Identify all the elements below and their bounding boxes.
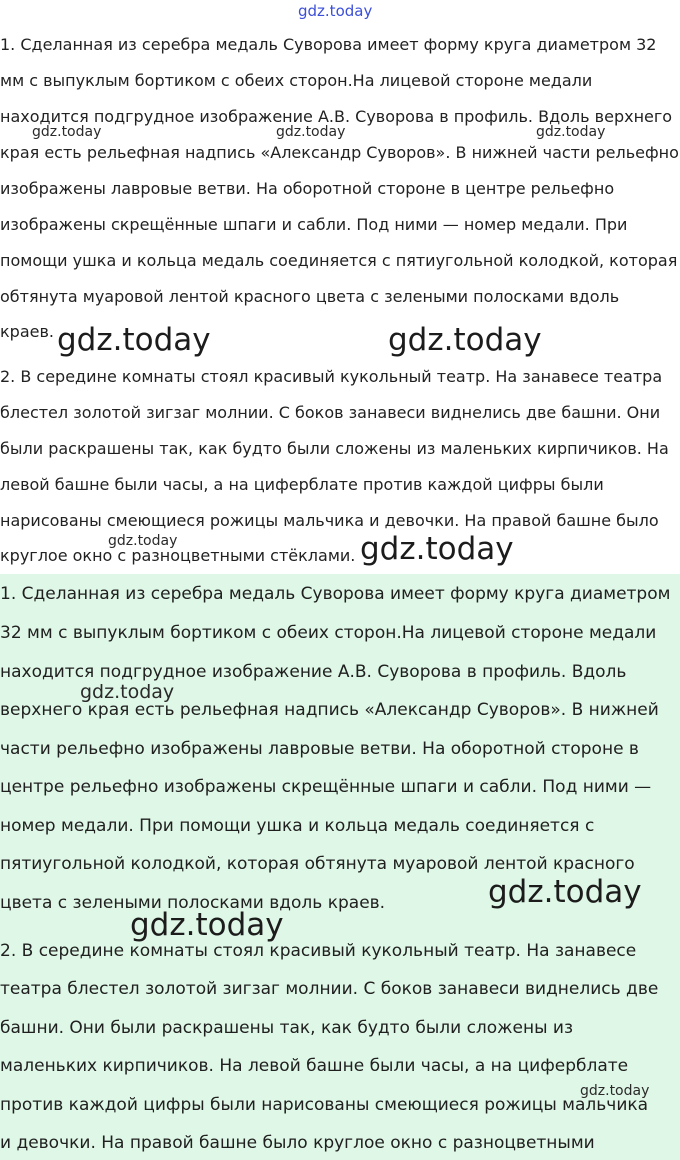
text-line: и девочки. На правой башне было круглое окно с разноцветными xyxy=(0,1133,595,1153)
text-line: башни. Они были раскрашены так, как будто были сложены из xyxy=(0,1018,573,1038)
watermark: gdz.today xyxy=(488,874,642,910)
watermark: gdz.today xyxy=(388,322,542,358)
text-line: 1. Сделанная из серебра медаль Суворова имеет форму круга диаметром xyxy=(0,584,671,604)
text-line: пятиугольной колодкой, которая обтянута муаровой лентой красного xyxy=(0,854,635,874)
text-line: краев. xyxy=(0,322,54,341)
watermark: gdz.today xyxy=(360,531,514,567)
text-line: маленьких кирпичиков. На левой башне были часы, а на циферблате xyxy=(0,1056,629,1076)
answer-text-highlighted xyxy=(0,574,680,1160)
text-line: цвета с зелеными полосками вдоль краев. xyxy=(0,893,386,913)
text-line: 1. Сделанная из серебра медаль Суворова имеет форму круга диаметром 32 xyxy=(0,35,657,54)
text-line: верхнего края есть рельефная надпись «Александр Суворов». В нижней xyxy=(0,700,659,720)
text-line: 2. В середине комнаты стоял красивый кукольный театр. На занавесе театра xyxy=(0,367,663,386)
text-line: нарисованы смеющиеся рожицы мальчика и девочки. На правой башне было xyxy=(0,511,659,530)
watermark: gdz.today xyxy=(32,124,102,140)
watermark: gdz.today xyxy=(108,533,178,549)
text-line: блестел золотой зигзаг молнии. С боков занавеси виднелись две башни. Они xyxy=(0,403,661,422)
watermark: gdz.today xyxy=(276,124,346,140)
text-line: круглое окно с разноцветными стёклами. xyxy=(0,546,356,565)
watermark: gdz.today xyxy=(130,907,284,943)
text-line: находится подгрудное изображение А.В. Суворова в профиль. Вдоль xyxy=(0,662,627,682)
text-line: театра блестел золотой зигзаг молнии. С боков занавеси виднелись две xyxy=(0,979,659,999)
text-line: края есть рельефная надпись «Александр Суворов». В нижней части рельефно xyxy=(0,143,679,162)
watermark: gdz.today xyxy=(80,681,175,703)
watermark: gdz.today xyxy=(57,322,211,358)
text-line: изображены лавровые ветви. На оборотной стороне в центре рельефно xyxy=(0,179,615,198)
text-line: находится подгрудное изображение А.В. Суворова в профиль. Вдоль верхнего xyxy=(0,107,673,126)
text-line: были раскрашены так, как будто были сложены из маленьких кирпичиков. На xyxy=(0,439,669,458)
text-line: обтянута муаровой лентой красного цвета с зелеными полосками вдоль xyxy=(0,287,620,306)
text-line: 32 мм с выпуклым бортиком с обеих сторон.На лицевой стороне медали xyxy=(0,623,657,643)
text-line: против каждой цифры были нарисованы смеющиеся рожицы мальчика xyxy=(0,1095,649,1115)
watermark: gdz.today xyxy=(580,1083,650,1099)
text-line: помощи ушка и кольца медаль соединяется с пятиугольной колодкой, которая xyxy=(0,251,678,270)
watermark: gdz.today xyxy=(536,124,606,140)
text-line: левой башне были часы, а на циферблате против каждой цифры были xyxy=(0,475,604,494)
text-line: номер медали. При помощи ушка и кольца медаль соединяется с xyxy=(0,816,595,836)
text-line: центре рельефно изображены скрещённые шпаги и сабли. Под ними — xyxy=(0,777,652,797)
text-line: части рельефно изображены лавровые ветви. На оборотной стороне в xyxy=(0,739,639,759)
watermark-top: gdz.today xyxy=(298,2,373,20)
text-line: изображены скрещённые шпаги и сабли. Под ними — номер медали. При xyxy=(0,215,628,234)
text-line: мм с выпуклым бортиком с обеих сторон.На лицевой стороне медали xyxy=(0,71,593,90)
text-line: 2. В середине комнаты стоял красивый кукольный театр. На занавесе xyxy=(0,941,637,961)
